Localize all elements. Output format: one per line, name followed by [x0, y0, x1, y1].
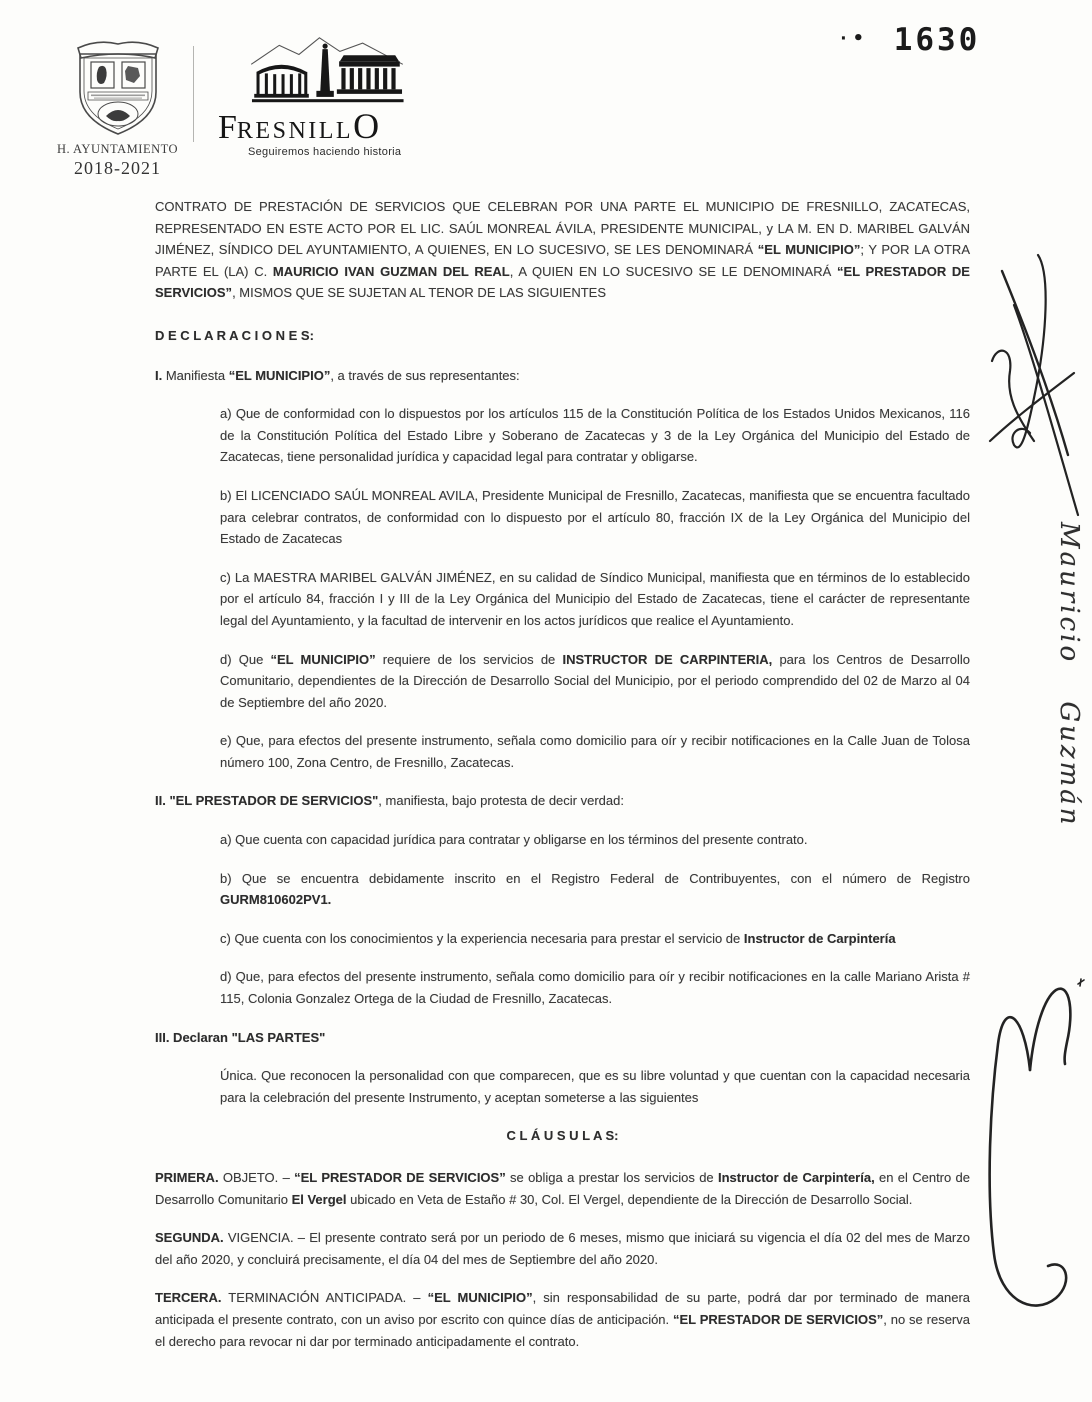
declaraciones-heading: D E C L A R A C I O N E S: [155, 327, 314, 343]
folio-stamp [838, 22, 1078, 58]
intro-paragraph: CONTRATO DE PRESTACIÓN DE SERVICIOS QUE CELEBRAN POR UNA PARTE EL MUNICIPIO DE FRESNILLO, ZACATECAS, REPRESENTADO EN ESTE ACTO POR EL LIC. SAÚL MONREAL ÁVILA, PRESIDENTE MUNICIPAL, y LA M. EN D. MARIBEL GALVÁN JIMÉNEZ, SÍNDICO DEL AYUNTAMIENTO, A QUIENES, EN LO SUCESIVO, SE LES DENOMINARÁ “EL MUNICIPIO”; Y POR LA OTRA PARTE EL (LA) C. MAURICIO IVAN GUZMAN DEL REAL, A QUIEN EN LO SUCESIVO SE LE DENOMINARÁ “EL PRESTADOR DE SERVICIOS”, MISMOS QUE SE SUJETAN AL TENOR DE LAS SIGUIENTES [155, 199, 970, 301]
logo-middle: RESNILL [236, 118, 354, 144]
declaration-i-d: d) Que “EL MUNICIPIO” requiere de los servicios de INSTRUCTOR DE CARPINTERIA, para los Centros de Desarrollo Comunitario, dependientes de la Dirección de Desarrollo Social del Municipio, por el periodo comprendido del 02 de Marzo al 04 de Septiembre del año 2020. [220, 651, 970, 710]
fresnillo-logo [218, 34, 448, 158]
municipal-crest [55, 34, 180, 179]
coat-of-arms-icon [68, 34, 168, 140]
declaration-ii-b: b) Que se encuentra debidamente inscrito en el Registro Federal de Contribuyentes, con el número de Registro GURM810602PV1. [220, 870, 970, 908]
header-divider [193, 46, 194, 142]
stamp-mark: ·• [838, 28, 868, 49]
clause-tercera: TERCERA. TERMINACIÓN ANTICIPADA. – “EL MUNICIPIO”, sin responsabilidad de su parte, podrá dar por terminado de manera anticipada el presente contrato, con un aviso por escrito con quince días de anticipación. “EL PRESTADOR DE SERVICIOS”, no se reserva el derecho para revocar ni dar por terminado anticipadamente el contrato. [155, 1290, 971, 1349]
declaration-ii-a: a) Que cuenta con capacidad jurídica para contratar y obligarse en los términos del presente contrato. [220, 832, 808, 848]
folio-number: 1630 [893, 22, 981, 58]
declaration-i: I. Manifiesta “EL MUNICIPIO”, a través de sus representantes: [155, 367, 520, 383]
clause-primera: PRIMERA. OBJETO. – “EL PRESTADOR DE SERVICIOS” se obliga a prestar los servicios de Instructor de Carpintería, en el Centro de Desarrollo Comunitario El Vergel ubicado en Veta de Estaño # 30, Col. El Vergel, dependiente de la Dirección de Desarrollo Social. [155, 1170, 971, 1207]
monument-icon [222, 34, 432, 106]
logo-tagline: Seguiremos haciendo historia [248, 146, 402, 158]
handwritten-margin-name: Mauricio Guzmán [1054, 522, 1084, 828]
clausulas-heading: C L Á U S U L A S: [506, 1128, 619, 1144]
crest-caption: H. AYUNTAMIENTO [56, 142, 179, 156]
declaration-i-a: a) Que de conformidad con lo dispuestos por los artículos 115 de la Constitución Política de los Estados Unidos Mexicanos, 116 de la Constitución Política del Estado Libre y Soberano de Zacatecas y 3 de la Ley Orgánica del Municipio del Estado de Zacatecas, tiene personalidad jurídica y capacidad legal para contratar y obligarse. [220, 406, 970, 465]
declaration-ii: II. "EL PRESTADOR DE SERVICIOS", manifiesta, bajo protesta de decir verdad: [155, 793, 624, 809]
signature-top-right [980, 243, 1084, 549]
declaration-ii-c: c) Que cuenta con los conocimientos y la experiencia necesaria para prestar el servicio de Instructor de Carpintería [220, 930, 896, 946]
contract-body [155, 196, 970, 1369]
declaration-ii-d: d) Que, para efectos del presente instrumento, señala como domicilio para oír y recibir notificaciones en la calle Mariano Arista # 115, Colonia Gonzalez Ortega de la Ciudad de Fresnillo, Zacatecas. [220, 969, 970, 1007]
crest-period: 2018-2021 [74, 158, 161, 178]
declaration-i-b: b) El LICENCIADO SAÚL MONREAL AVILA, Presidente Municipal de Fresnillo, Zacatecas, manifiesta que se encuentra facultado para celebrar contratos, de conformidad con lo dispuesto por el artículo 80, fracción IX de la Ley Orgánica del Municipio del Estado de Zacatecas [220, 487, 970, 547]
declaration-unica: Única. Que reconocen la personalidad con que comparecen, que es su libre voluntad y que cuentan con la capacidad necesaria para la celebración del presente Instrumento, y aceptan someterse a las siguientes [220, 1068, 970, 1105]
declaration-i-c: c) La MAESTRA MARIBEL GALVÁN JIMÉNEZ, en su calidad de Síndico Municipal, manifiesta que en términos de lo establecido por el artículo 84, fracción I y III de la Ley Orgánica del Municipio del Estado de Zacatecas, tiene el carácter de representante legal del Ayuntamiento, y la facultad de intervenir en los actos jurídicos que realice el Ayuntamiento. [220, 569, 970, 628]
clause-segunda: SEGUNDA. VIGENCIA. – El presente contrato será por un periodo de 6 meses, mismo que iniciará su vigencia el día 02 del mes de Marzo del año 2020, y concluirá precisamente, el día 04 del mes de Septiembre del año 2020. [155, 1230, 970, 1267]
declaration-iii: III. Declaran "LAS PARTES" [155, 1029, 326, 1045]
declaration-i-e: e) Que, para efectos del presente instrumento, señala como domicilio para oír y recibir notificaciones en la Calle Juan de Tolosa número 100, Zona Centro, de Fresnillo, Zacatecas. [220, 733, 970, 770]
logo-initial: F [218, 109, 237, 146]
logo-final: O [353, 106, 380, 146]
logo-wordmark [218, 108, 448, 145]
signature-bottom-right [960, 968, 1090, 1316]
